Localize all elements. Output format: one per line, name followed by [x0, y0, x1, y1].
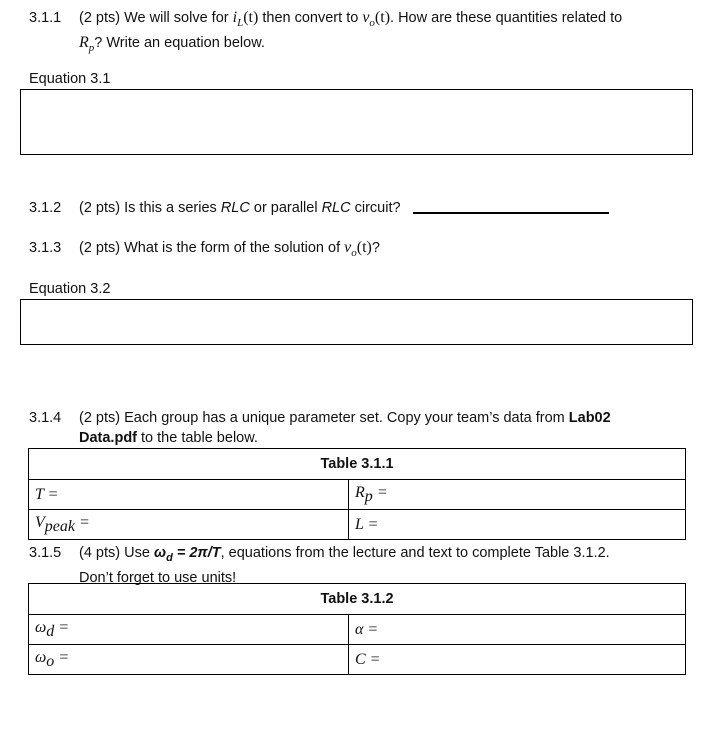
question-3-1-4 — [29, 408, 689, 448]
file-name: Data.pdf — [79, 430, 137, 446]
question-number: 3.1.5 — [29, 545, 62, 561]
table-row — [29, 615, 686, 645]
table-row — [29, 510, 686, 540]
math-t: (t) — [374, 9, 391, 26]
rlc-term: RLC — [321, 200, 351, 216]
math-t: (t) — [356, 239, 372, 256]
question-text: We will solve for — [124, 10, 229, 26]
question-number: 3.1.2 — [29, 200, 62, 216]
math-t: (t) — [243, 9, 259, 26]
question-points: (2 pts) — [79, 410, 121, 426]
table-cell-omega-o[interactable]: $\omega_o$ = — [29, 645, 349, 675]
question-3-1-2 — [29, 198, 401, 218]
equation-label-3-1: Equation 3.1 — [29, 71, 111, 87]
question-text: ? — [371, 240, 380, 256]
question-points: (2 pts) — [79, 10, 121, 26]
table-cell-C[interactable]: C = — [349, 645, 686, 675]
question-continuation — [29, 33, 699, 58]
file-name: Lab02 — [568, 410, 611, 426]
rlc-term: RLC — [220, 200, 250, 216]
question-text: circuit? — [354, 200, 401, 216]
math-var-iL: $i_L$ — [232, 9, 244, 30]
answer-blank-3-1-2[interactable] — [413, 212, 609, 214]
equation-3-1-answer-box[interactable] — [20, 89, 693, 155]
table-title: Table 3.1.1 — [29, 449, 686, 480]
question-text: to the table below. — [141, 430, 258, 446]
equation-label-3-2: Equation 3.2 — [29, 281, 111, 297]
table-row — [29, 480, 686, 510]
table-cell-Rp[interactable]: $R_p$ = — [349, 480, 686, 510]
question-points: (4 pts) — [79, 545, 121, 561]
question-points: (2 pts) — [79, 200, 121, 216]
question-continuation: Don’t forget to use units! — [79, 569, 237, 586]
question-text: , equations from the lecture and text to complete Table 3.1.2. — [220, 545, 610, 561]
table-3-1-1 — [28, 448, 686, 540]
question-text: What is the form of the solution of — [124, 240, 341, 256]
table-cell-L[interactable]: L = — [349, 510, 686, 540]
table-title: Table 3.1.2 — [29, 584, 686, 615]
table-cell-alpha[interactable]: α = — [349, 615, 686, 645]
math-var-vo: $v_o$ — [344, 239, 357, 260]
question-continuation — [29, 428, 689, 448]
question-text: Is this a series — [124, 200, 217, 216]
question-3-1-1 — [29, 8, 699, 58]
table-cell-Vpeak[interactable]: $V_{peak}$ = — [29, 510, 349, 540]
question-number: 3.1.1 — [29, 10, 62, 26]
question-text: then convert to — [262, 10, 359, 26]
question-text: or parallel — [253, 200, 318, 216]
question-text: ? Write an equation below. — [94, 35, 265, 52]
question-3-1-5 — [29, 543, 689, 588]
table-row — [29, 645, 686, 675]
question-3-1-3 — [29, 238, 380, 263]
question-number: 3.1.3 — [29, 240, 62, 256]
question-text: . How are these quantities related to — [390, 10, 623, 26]
question-number: 3.1.4 — [29, 410, 62, 426]
question-points: (2 pts) — [79, 240, 121, 256]
omega-d-formula: $\omega_d = 2\pi/T$ — [153, 545, 221, 564]
math-var-rp: $R_p$ — [79, 34, 95, 55]
table-3-1-2 — [28, 583, 686, 675]
equation-3-2-answer-box[interactable] — [20, 299, 693, 345]
table-cell-omega-d[interactable]: $\omega_d$ = — [29, 615, 349, 645]
table-cell-T[interactable]: T = — [29, 480, 349, 510]
question-text: Use — [124, 545, 150, 561]
math-var-vo: $v_o$ — [362, 9, 375, 30]
question-text: Each group has a unique parameter set. Copy your team’s data from — [124, 410, 565, 426]
